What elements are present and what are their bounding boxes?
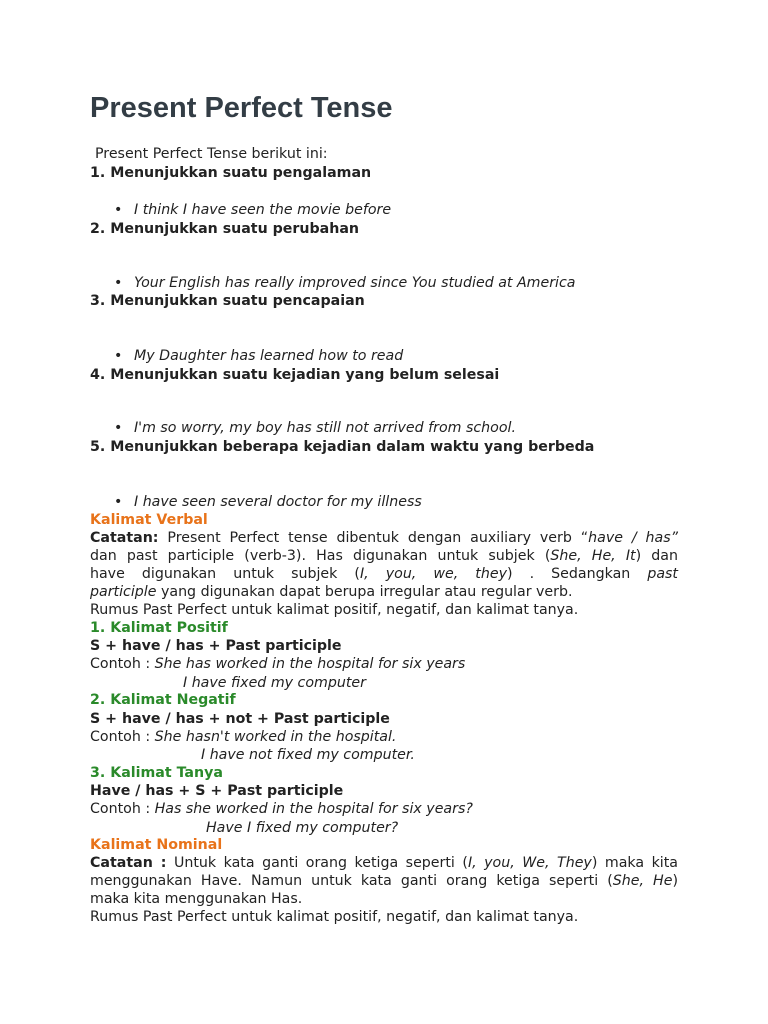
tanya-example-2: Have I fixed my computer? [206,820,399,836]
verbal-note-line-4: participle yang digunakan dapat berupa irregular atau regular verb. [90,584,573,600]
positif-formula: S + have / has + Past participle [90,638,342,654]
bullet-icon: • [114,420,123,436]
use-heading-4: 4. Menunjukkan suatu kejadian yang belum selesai [90,367,500,383]
page-title: Present Perfect Tense [90,92,393,124]
negatif-formula: S + have / has + not + Past participle [90,711,390,727]
bullet-icon: • [114,348,123,364]
tanya-heading: 3. Kalimat Tanya [90,765,223,781]
negatif-example-2: I have not fixed my computer. [201,747,415,763]
bullet-icon: • [114,202,123,218]
bullet-icon: • [114,494,123,510]
positif-example-1: Contoh : She has worked in the hospital for six years [90,656,466,672]
use-example-3: • My Daughter has learned how to read [114,348,404,364]
use-example-4: • I'm so worry, my boy has still not arrived from school. [114,420,516,436]
nominal-rumus: Rumus Past Perfect untuk kalimat positif, negatif, dan kalimat tanya. [90,909,579,925]
verbal-note-line-2: dan past participle (verb-3). Has digunakan untuk subjek (She, He, It) dan [90,548,678,564]
intro-text: Present Perfect Tense berikut ini: [95,146,328,162]
use-example-1: • I think I have seen the movie before [114,202,392,218]
verbal-note-line-3: have digunakan untuk subjek (I, you, we, they) . Sedangkan past [90,566,678,582]
tanya-example-1: Contoh : Has she worked in the hospital for six years? [90,801,473,817]
use-heading-1: 1. Menunjukkan suatu pengalaman [90,165,372,181]
negatif-heading: 2. Kalimat Negatif [90,692,236,708]
nominal-note-line-2: menggunakan Have. Namun untuk kata ganti orang ketiga seperti (She, He) [90,873,678,889]
nominal-note-line-3: maka kita menggunakan Has. [90,891,303,907]
negatif-example-1: Contoh : She hasn't worked in the hospital. [90,729,397,745]
use-example-2: • Your English has really improved since You studied at America [114,275,576,291]
nominal-heading: Kalimat Nominal [90,837,223,853]
positif-heading: 1. Kalimat Positif [90,620,228,636]
verbal-heading: Kalimat Verbal [90,512,208,528]
verbal-rumus: Rumus Past Perfect untuk kalimat positif, negatif, dan kalimat tanya. [90,602,579,618]
use-heading-3: 3. Menunjukkan suatu pencapaian [90,293,365,309]
positif-example-2: I have fixed my computer [183,675,366,691]
tanya-formula: Have / has + S + Past participle [90,783,344,799]
verbal-note-line-1: Catatan: Present Perfect tense dibentuk dengan auxiliary verb “have / has” [90,530,678,546]
bullet-icon: • [114,275,123,291]
use-heading-2: 2. Menunjukkan suatu perubahan [90,221,360,237]
use-example-5: • I have seen several doctor for my illness [114,494,422,510]
nominal-note-line-1: Catatan : Untuk kata ganti orang ketiga seperti (I, you, We, They) maka kita [90,855,678,871]
use-heading-5: 5. Menunjukkan beberapa kejadian dalam waktu yang berbeda [90,439,595,455]
